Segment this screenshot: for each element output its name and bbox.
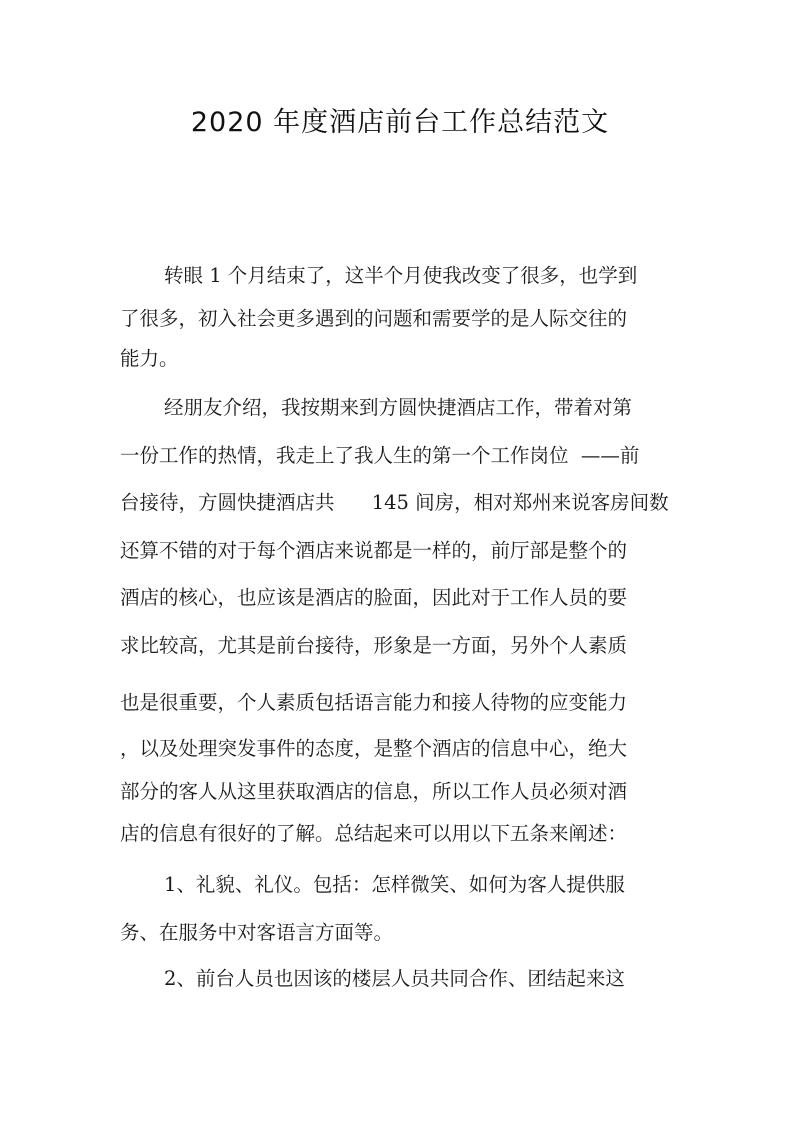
paragraph-line: 转眼 1 个月结束了，这半个月使我改变了很多，也学到 [164, 264, 638, 287]
list-item-line: 务、在服务中对客语言方面等。 [120, 921, 394, 944]
paragraph-line: 能力。 [120, 347, 179, 370]
paragraph-line: 酒店的核心，也应该是酒店的脸面，因此对于工作人员的要 [120, 586, 628, 609]
document-title: 2020 年度酒店前台工作总结范文 [190, 107, 610, 138]
paragraph-line: 店的信息有很好的了解。总结起来可以用以下五条来阐述： [120, 822, 628, 845]
paragraph-line: 还算不错的对于每个酒店来说都是一样的，前厅部是整个的 [120, 539, 628, 562]
paragraph-line: 部分的客人从这里获取酒店的信息，所以工作人员必须对酒 [120, 780, 628, 803]
paragraph-line: 也是很重要，个人素质包括语言能力和接人待物的应变能力 [120, 691, 628, 714]
paragraph-line: 了很多，初入社会更多遇到的问题和需要学的是人际交往的 [120, 307, 628, 330]
paragraph-line: 台接待，方圆快捷酒店共 145 间房，相对郑州来说客房间数 [120, 491, 669, 514]
paragraph-line: 一份工作的热情，我走上了我人生的第一个工作岗位 ——前 [120, 444, 640, 467]
list-item-line: 1、礼貌、礼仪。包括：怎样微笑、如何为客人提供服 [164, 873, 625, 896]
paragraph-line: 求比较高，尤其是前台接待，形象是一方面，另外个人素质 [120, 634, 628, 657]
paragraph-line: 经朋友介绍，我按期来到方圆快捷酒店工作，带着对第 [164, 396, 633, 419]
paragraph-line: ，以及处理突发事件的态度，是整个酒店的信息中心，绝大 [120, 737, 628, 760]
list-item-line: 2、前台人员也因该的楼层人员共同合作、团结起来这 [164, 967, 625, 990]
